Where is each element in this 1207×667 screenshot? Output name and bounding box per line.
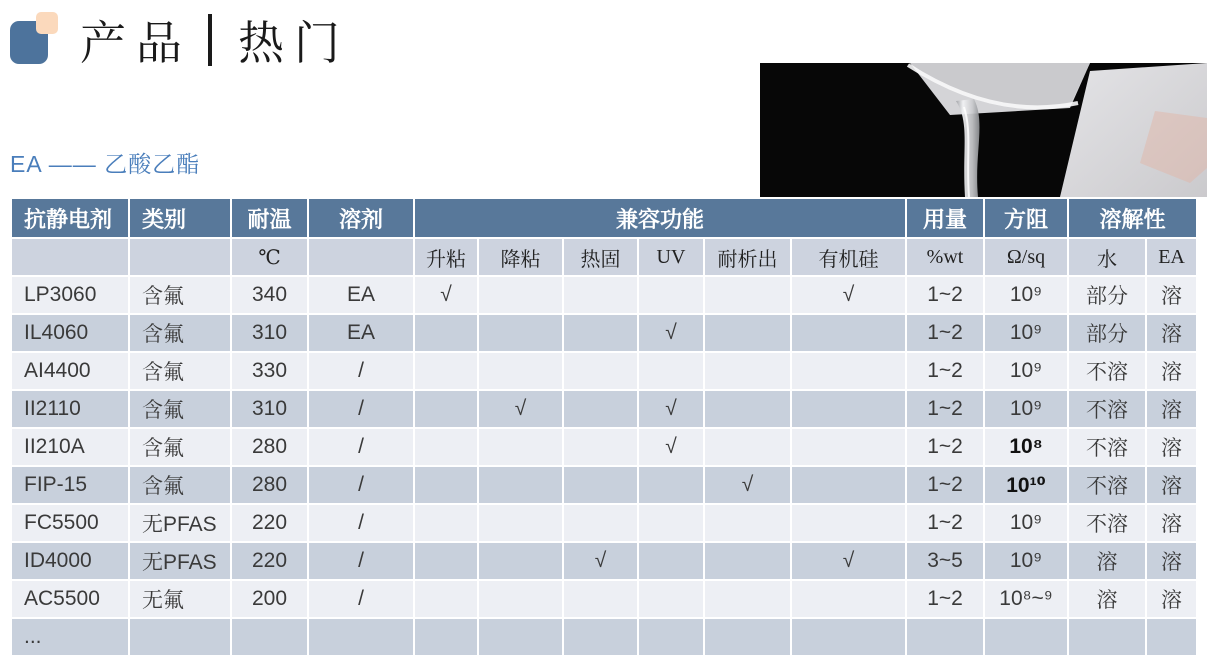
cell-II210A-col2: 280 xyxy=(231,428,308,466)
cell-LP3060-col3: EA xyxy=(308,276,414,314)
cell-...-col4 xyxy=(414,618,478,656)
column-header-4: 兼容功能 xyxy=(414,198,906,238)
table-row xyxy=(11,390,1197,428)
cell-...-col5 xyxy=(478,618,563,656)
cell-ID4000-col4 xyxy=(414,542,478,580)
column-header-5: 用量 xyxy=(906,198,984,238)
cell-ID4000-col13: 溶 xyxy=(1146,542,1197,580)
cell-LP3060-col2: 340 xyxy=(231,276,308,314)
cell-AC5500-col3: / xyxy=(308,580,414,618)
cell-LP3060-col11: 10⁹ xyxy=(984,276,1068,314)
cell-FIP-15-col11: 10¹⁰ xyxy=(984,466,1068,504)
subheader-cell-5: 降粘 xyxy=(478,238,563,276)
cell-II210A-col9 xyxy=(791,428,906,466)
cell-FC5500-col6 xyxy=(563,504,638,542)
pouring-liquid-illustration xyxy=(760,63,1207,197)
cell-...-col7 xyxy=(638,618,704,656)
cell-AI4400-col7 xyxy=(638,352,704,390)
cell-II210A-col12: 不溶 xyxy=(1068,428,1146,466)
cell-AC5500-col13: 溶 xyxy=(1146,580,1197,618)
table-row xyxy=(11,428,1197,466)
cell-...-col8 xyxy=(704,618,791,656)
cell-LP3060-col10: 1~2 xyxy=(906,276,984,314)
subheader-cell-4: 升粘 xyxy=(414,238,478,276)
cell-II2110-col11: 10⁹ xyxy=(984,390,1068,428)
cell-AI4400-col10: 1~2 xyxy=(906,352,984,390)
table-header-row xyxy=(11,198,1197,238)
cell-IL4060-col0: IL4060 xyxy=(11,314,129,352)
cell-AC5500-col2: 200 xyxy=(231,580,308,618)
cell-II210A-col6 xyxy=(563,428,638,466)
cell-ID4000-col3: / xyxy=(308,542,414,580)
subheader-cell-2: ℃ xyxy=(231,238,308,276)
column-header-2: 耐温 xyxy=(231,198,308,238)
cell-LP3060-col6 xyxy=(563,276,638,314)
cell-AI4400-col12: 不溶 xyxy=(1068,352,1146,390)
table-body xyxy=(11,238,1197,656)
cell-LP3060-col0: LP3060 xyxy=(11,276,129,314)
table-row xyxy=(11,314,1197,352)
cell-AI4400-col9 xyxy=(791,352,906,390)
cell-II2110-col9 xyxy=(791,390,906,428)
cell-FIP-15-col2: 280 xyxy=(231,466,308,504)
cell-...-col12 xyxy=(1068,618,1146,656)
section-subtitle: EA —— 乙酸乙酯 xyxy=(10,151,201,177)
cell-AC5500-col9 xyxy=(791,580,906,618)
cell-AI4400-col2: 330 xyxy=(231,352,308,390)
cell-II210A-col0: II210A xyxy=(11,428,129,466)
table-row xyxy=(11,276,1197,314)
cell-FC5500-col1: 无PFAS xyxy=(129,504,231,542)
cell-ID4000-col1: 无PFAS xyxy=(129,542,231,580)
cell-AI4400-col13: 溶 xyxy=(1146,352,1197,390)
subheader-cell-12: 水 xyxy=(1068,238,1146,276)
cell-ID4000-col7 xyxy=(638,542,704,580)
cell-ID4000-col9: √ xyxy=(791,542,906,580)
cell-LP3060-col13: 溶 xyxy=(1146,276,1197,314)
cell-IL4060-col7: √ xyxy=(638,314,704,352)
cell-II2110-col10: 1~2 xyxy=(906,390,984,428)
cell-AC5500-col5 xyxy=(478,580,563,618)
cell-AC5500-col8 xyxy=(704,580,791,618)
cell-II210A-col4 xyxy=(414,428,478,466)
cell-LP3060-col9: √ xyxy=(791,276,906,314)
cell-AC5500-col0: AC5500 xyxy=(11,580,129,618)
cell-FIP-15-col1: 含氟 xyxy=(129,466,231,504)
cell-II2110-col12: 不溶 xyxy=(1068,390,1146,428)
title-divider-bar xyxy=(208,14,212,66)
cell-AI4400-col5 xyxy=(478,352,563,390)
cell-...-col11 xyxy=(984,618,1068,656)
cell-LP3060-col7 xyxy=(638,276,704,314)
cell-FIP-15-col8: √ xyxy=(704,466,791,504)
cell-IL4060-col1: 含氟 xyxy=(129,314,231,352)
cell-II210A-col7: √ xyxy=(638,428,704,466)
cell-AC5500-col6 xyxy=(563,580,638,618)
cell-II2110-col5: √ xyxy=(478,390,563,428)
cell-II210A-col1: 含氟 xyxy=(129,428,231,466)
cell-II2110-col4 xyxy=(414,390,478,428)
cell-AI4400-col6 xyxy=(563,352,638,390)
cell-...-col13 xyxy=(1146,618,1197,656)
column-header-1: 类别 xyxy=(129,198,231,238)
cell-...-col3 xyxy=(308,618,414,656)
subheader-cell-7: UV xyxy=(638,238,704,276)
cell-FIP-15-col13: 溶 xyxy=(1146,466,1197,504)
cell-IL4060-col4 xyxy=(414,314,478,352)
cell-AI4400-col8 xyxy=(704,352,791,390)
cell-FIP-15-col12: 不溶 xyxy=(1068,466,1146,504)
cell-IL4060-col13: 溶 xyxy=(1146,314,1197,352)
cell-FC5500-col13: 溶 xyxy=(1146,504,1197,542)
cell-ID4000-col0: ID4000 xyxy=(11,542,129,580)
cell-FC5500-col4 xyxy=(414,504,478,542)
cell-LP3060-col8 xyxy=(704,276,791,314)
cell-II2110-col2: 310 xyxy=(231,390,308,428)
cell-IL4060-col12: 部分 xyxy=(1068,314,1146,352)
subheader-cell-11: Ω/sq xyxy=(984,238,1068,276)
table-subheader-row xyxy=(11,238,1197,276)
table-row xyxy=(11,580,1197,618)
column-header-0: 抗静电剂 xyxy=(11,198,129,238)
cell-FIP-15-col7 xyxy=(638,466,704,504)
cell-II210A-col3: / xyxy=(308,428,414,466)
cell-II2110-col7: √ xyxy=(638,390,704,428)
cell-ID4000-col10: 3~5 xyxy=(906,542,984,580)
cell-AC5500-col1: 无氟 xyxy=(129,580,231,618)
cell-FC5500-col12: 不溶 xyxy=(1068,504,1146,542)
cell-II210A-col5 xyxy=(478,428,563,466)
cell-FC5500-col3: / xyxy=(308,504,414,542)
cell-IL4060-col3: EA xyxy=(308,314,414,352)
cell-AI4400-col0: AI4400 xyxy=(11,352,129,390)
table-row xyxy=(11,466,1197,504)
cell-II2110-col6 xyxy=(563,390,638,428)
cell-FC5500-col11: 10⁹ xyxy=(984,504,1068,542)
cell-IL4060-col8 xyxy=(704,314,791,352)
cell-...-col2 xyxy=(231,618,308,656)
cell-LP3060-col4: √ xyxy=(414,276,478,314)
product-photo xyxy=(760,63,1207,197)
table-row xyxy=(11,618,1197,656)
table-row xyxy=(11,542,1197,580)
cell-FC5500-col0: FC5500 xyxy=(11,504,129,542)
cell-AI4400-col11: 10⁹ xyxy=(984,352,1068,390)
cell-FIP-15-col0: FIP-15 xyxy=(11,466,129,504)
cell-IL4060-col11: 10⁹ xyxy=(984,314,1068,352)
table-row xyxy=(11,352,1197,390)
page-title-left: 产品 xyxy=(80,18,192,69)
page-title-right: 热门 xyxy=(238,18,350,69)
subheader-cell-0 xyxy=(11,238,129,276)
cell-FIP-15-col9 xyxy=(791,466,906,504)
product-spec-table xyxy=(10,197,1198,657)
logo-peach-square xyxy=(36,12,58,34)
subheader-cell-3 xyxy=(308,238,414,276)
cell-FIP-15-col4 xyxy=(414,466,478,504)
cell-FC5500-col9 xyxy=(791,504,906,542)
cell-ID4000-col6: √ xyxy=(563,542,638,580)
subheader-cell-13: EA xyxy=(1146,238,1197,276)
cell-II2110-col13: 溶 xyxy=(1146,390,1197,428)
cell-FIP-15-col6 xyxy=(563,466,638,504)
cell-II2110-col3: / xyxy=(308,390,414,428)
cell-AI4400-col1: 含氟 xyxy=(129,352,231,390)
cell-ID4000-col5 xyxy=(478,542,563,580)
cell-ID4000-col8 xyxy=(704,542,791,580)
cell-...-col6 xyxy=(563,618,638,656)
cell-IL4060-col9 xyxy=(791,314,906,352)
cell-AC5500-col10: 1~2 xyxy=(906,580,984,618)
cell-FC5500-col2: 220 xyxy=(231,504,308,542)
table-row xyxy=(11,504,1197,542)
cell-IL4060-col6 xyxy=(563,314,638,352)
cell-II2110-col0: II2110 xyxy=(11,390,129,428)
cell-II210A-col10: 1~2 xyxy=(906,428,984,466)
page-title xyxy=(80,8,350,72)
cell-LP3060-col5 xyxy=(478,276,563,314)
subheader-cell-8: 耐析出 xyxy=(704,238,791,276)
subheader-cell-6: 热固 xyxy=(563,238,638,276)
cell-FC5500-col5 xyxy=(478,504,563,542)
cell-ID4000-col12: 溶 xyxy=(1068,542,1146,580)
subheader-cell-10: %wt xyxy=(906,238,984,276)
cell-AC5500-col7 xyxy=(638,580,704,618)
cell-AI4400-col3: / xyxy=(308,352,414,390)
cell-II2110-col8 xyxy=(704,390,791,428)
cell-IL4060-col5 xyxy=(478,314,563,352)
column-header-7: 溶解性 xyxy=(1068,198,1197,238)
subheader-cell-9: 有机硅 xyxy=(791,238,906,276)
cell-...-col9 xyxy=(791,618,906,656)
cell-FIP-15-col3: / xyxy=(308,466,414,504)
cell-...-col0: ... xyxy=(11,618,129,656)
cell-ID4000-col11: 10⁹ xyxy=(984,542,1068,580)
cell-AC5500-col11: 10⁸~⁹ xyxy=(984,580,1068,618)
cell-AC5500-col12: 溶 xyxy=(1068,580,1146,618)
cell-FIP-15-col10: 1~2 xyxy=(906,466,984,504)
cell-FIP-15-col5 xyxy=(478,466,563,504)
cell-II210A-col11: 10⁸ xyxy=(984,428,1068,466)
column-header-3: 溶剂 xyxy=(308,198,414,238)
cell-II210A-col8 xyxy=(704,428,791,466)
cell-AC5500-col4 xyxy=(414,580,478,618)
cell-IL4060-col2: 310 xyxy=(231,314,308,352)
cell-II210A-col13: 溶 xyxy=(1146,428,1197,466)
cell-ID4000-col2: 220 xyxy=(231,542,308,580)
cell-IL4060-col10: 1~2 xyxy=(906,314,984,352)
cell-AI4400-col4 xyxy=(414,352,478,390)
cell-LP3060-col12: 部分 xyxy=(1068,276,1146,314)
cell-FC5500-col10: 1~2 xyxy=(906,504,984,542)
column-header-6: 方阻 xyxy=(984,198,1068,238)
cell-FC5500-col8 xyxy=(704,504,791,542)
cell-...-col1 xyxy=(129,618,231,656)
title-logo-icon xyxy=(10,12,60,66)
cell-...-col10 xyxy=(906,618,984,656)
cell-LP3060-col1: 含氟 xyxy=(129,276,231,314)
cell-II2110-col1: 含氟 xyxy=(129,390,231,428)
subheader-cell-1 xyxy=(129,238,231,276)
cell-FC5500-col7 xyxy=(638,504,704,542)
